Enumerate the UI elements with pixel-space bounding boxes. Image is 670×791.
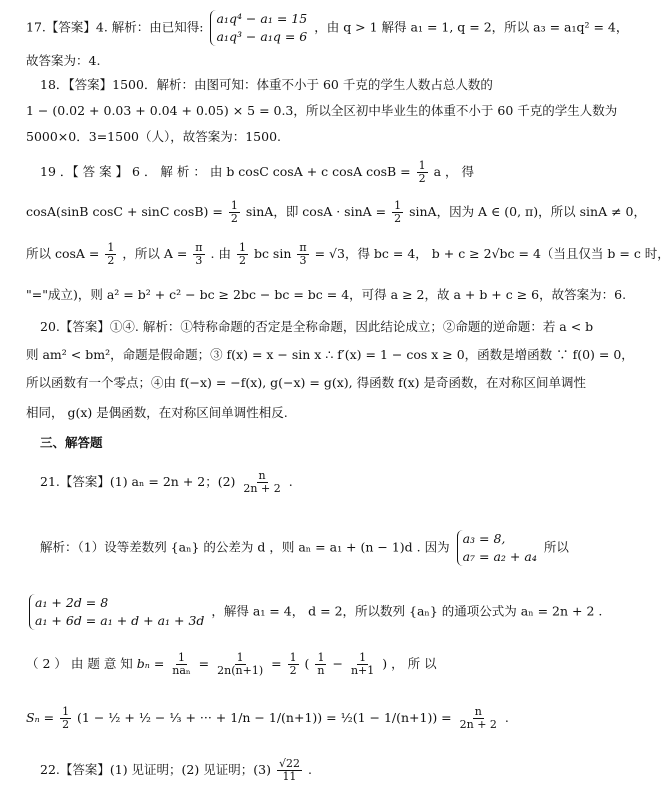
fraction: $\frac{1}{2}$	[62, 705, 70, 731]
fraction: $\frac{1}{n+1}$	[350, 651, 375, 677]
q20-line2: 则 am² < bm²，命题是假命题；③ f(x) = x − sin x ∴ f′(x) = 1 − cos x ≥ 0，函数是增函数 ∵ f(0) = 0，	[26, 347, 634, 362]
q17-answer: 故答案为：4.	[26, 53, 101, 68]
q20-line3: 所以函数有一个零点；④由 f(−x) = −f(x), g(−x) = g(x), 得函数 f(x) 是奇函数，在对称区间单调性	[26, 375, 586, 390]
q18-line3: 5000×0．3=1500（人），故答案为：1500.	[26, 129, 282, 144]
fraction: $\frac{1}{2}$	[394, 199, 402, 225]
fraction: $\frac{1}{2}$	[238, 241, 246, 267]
q19-line1: 19 ．【 答 案 】 6 ． 解 析 ： 由 b cosC cosA + c cosA cosB = $\frac{1}{2}$ a ， 得	[40, 159, 475, 185]
fraction: $\frac{1}{2}$	[418, 159, 426, 185]
q21-answer: 21.【答案】(1) aₙ = 2n + 2；(2) $\frac{n}{2n + 2}$ .	[40, 469, 293, 495]
q19-line2: cosA(sinB cosC + sinC cosB) = $\frac{1}{2}$ sinA，即 cosA · sinA = $\frac{1}{2}$ sinA，因为 A ∈ (0, π)，所以 sinA ≠ 0，	[26, 199, 646, 225]
q22-answer: 22.【答案】(1) 见证明；(2) 见证明；(3) $\frac{√22}{11}$ .	[40, 757, 312, 783]
q21-line2: a₁ + 2d = 8 a₁ + 6d = a₁ + d + a₁ + 3d ，解得 a₁ = 4， d = 2，所以数列 {aₙ} 的通项公式为 aₙ = 2n + 2 .	[26, 594, 568, 630]
fraction: $\frac{√22}{11}$	[278, 757, 300, 783]
fraction: $\frac{n}{2n + 2}$	[459, 705, 497, 731]
q20-line4: 相同， g(x) 是偶函数，在对称区间单调性相反.	[26, 405, 288, 420]
fraction: $\frac{\pi}{3}$	[195, 241, 203, 267]
q21-system2: a₁ + 2d = 8 a₁ + 6d = a₁ + d + a₁ + 3d	[29, 594, 204, 630]
q21-line4: Sₙ = $\frac{1}{2}$ (1 − ½ + ½ − ⅓ + ··· + 1/n − 1/(n+1)) = ½(1 − 1/(n+1)) = $\frac{n}{2n + 2}$ .	[26, 705, 509, 731]
q20-line1: 20.【答案】①④. 解析：①特称命题的否定是全称命题，因此结论成立；②命题的逆命题：若 a < b	[40, 319, 594, 334]
fraction: $\frac{1}{2n(n+1)}$	[217, 651, 264, 677]
section-heading: 三、解答题	[40, 435, 103, 450]
fraction: $\frac{1}{2}$	[289, 651, 297, 677]
q17-result: ，由 q > 1 解得 a₁ = 1, q = 2，所以 a₃ = a₁q² = 4，	[314, 19, 629, 35]
q17-system: a₁q⁴ − a₁ = 15 a₁q³ − a₁q = 6	[210, 10, 307, 46]
q21-system1: a₃ = 8, a₇ = a₂ + a₄	[457, 530, 537, 566]
fraction: $\frac{\pi}{3}$	[299, 241, 307, 267]
fraction: $\frac{1}{n}$	[317, 651, 325, 677]
fraction: $\frac{n}{2n + 2}$	[243, 469, 281, 495]
fraction: $\frac{1}{2}$	[107, 241, 115, 267]
q21-line1: 解析：（1）设等差数列 {aₙ} 的公差为 d ，则 aₙ = a₁ + (n − 1)d . 因为 a₃ = 8, a₇ = a₂ + a₄ 所以	[40, 531, 569, 564]
q17-line	[26, 10, 629, 46]
fraction: $\frac{1}{2}$	[230, 199, 238, 225]
fraction: $\frac{1}{\text{naₙ}}$	[172, 651, 191, 677]
q17-intro: 17.【答案】4. 解析：由已知得:	[26, 19, 204, 35]
q19-line4: "="成立)，则 a² = b² + c² − bc ≥ 2bc − bc = bc = 4，可得 a ≥ 2，故 a + b + c ≥ 6，故答案为：6.	[26, 287, 627, 302]
q18-line1: 18．【答案】1500．解析：由图可知：体重不小于 60 千克的学生人数占总人数的	[40, 77, 493, 92]
q21-line3: （ 2 ） 由 题 意 知 bₙ = $\frac{1}{\text{naₙ}}$ = $\frac{1}{2n(n+1)}$ = $\frac{1}{2}$ ( $\frac{1}{n}$ − $\frac{1}{n+1}$ ) ， 所 以	[26, 651, 437, 677]
q19-line3: 所以 cosA = $\frac{1}{2}$ ，所以 A = $\frac{\pi}{3}$ . 由 $\frac{1}{2}$ bc sin $\frac{\pi}{3}$ = √3，得 bc = 4， b + c ≥ 2√bc = 4（当且仅当 b = c 时，	[26, 241, 670, 267]
q18-line2: 1 − (0.02 + 0.03 + 0.04 + 0.05) × 5 = 0.3，所以全区初中毕业生的体重不小于 60 千克的学生人数为	[26, 103, 618, 118]
